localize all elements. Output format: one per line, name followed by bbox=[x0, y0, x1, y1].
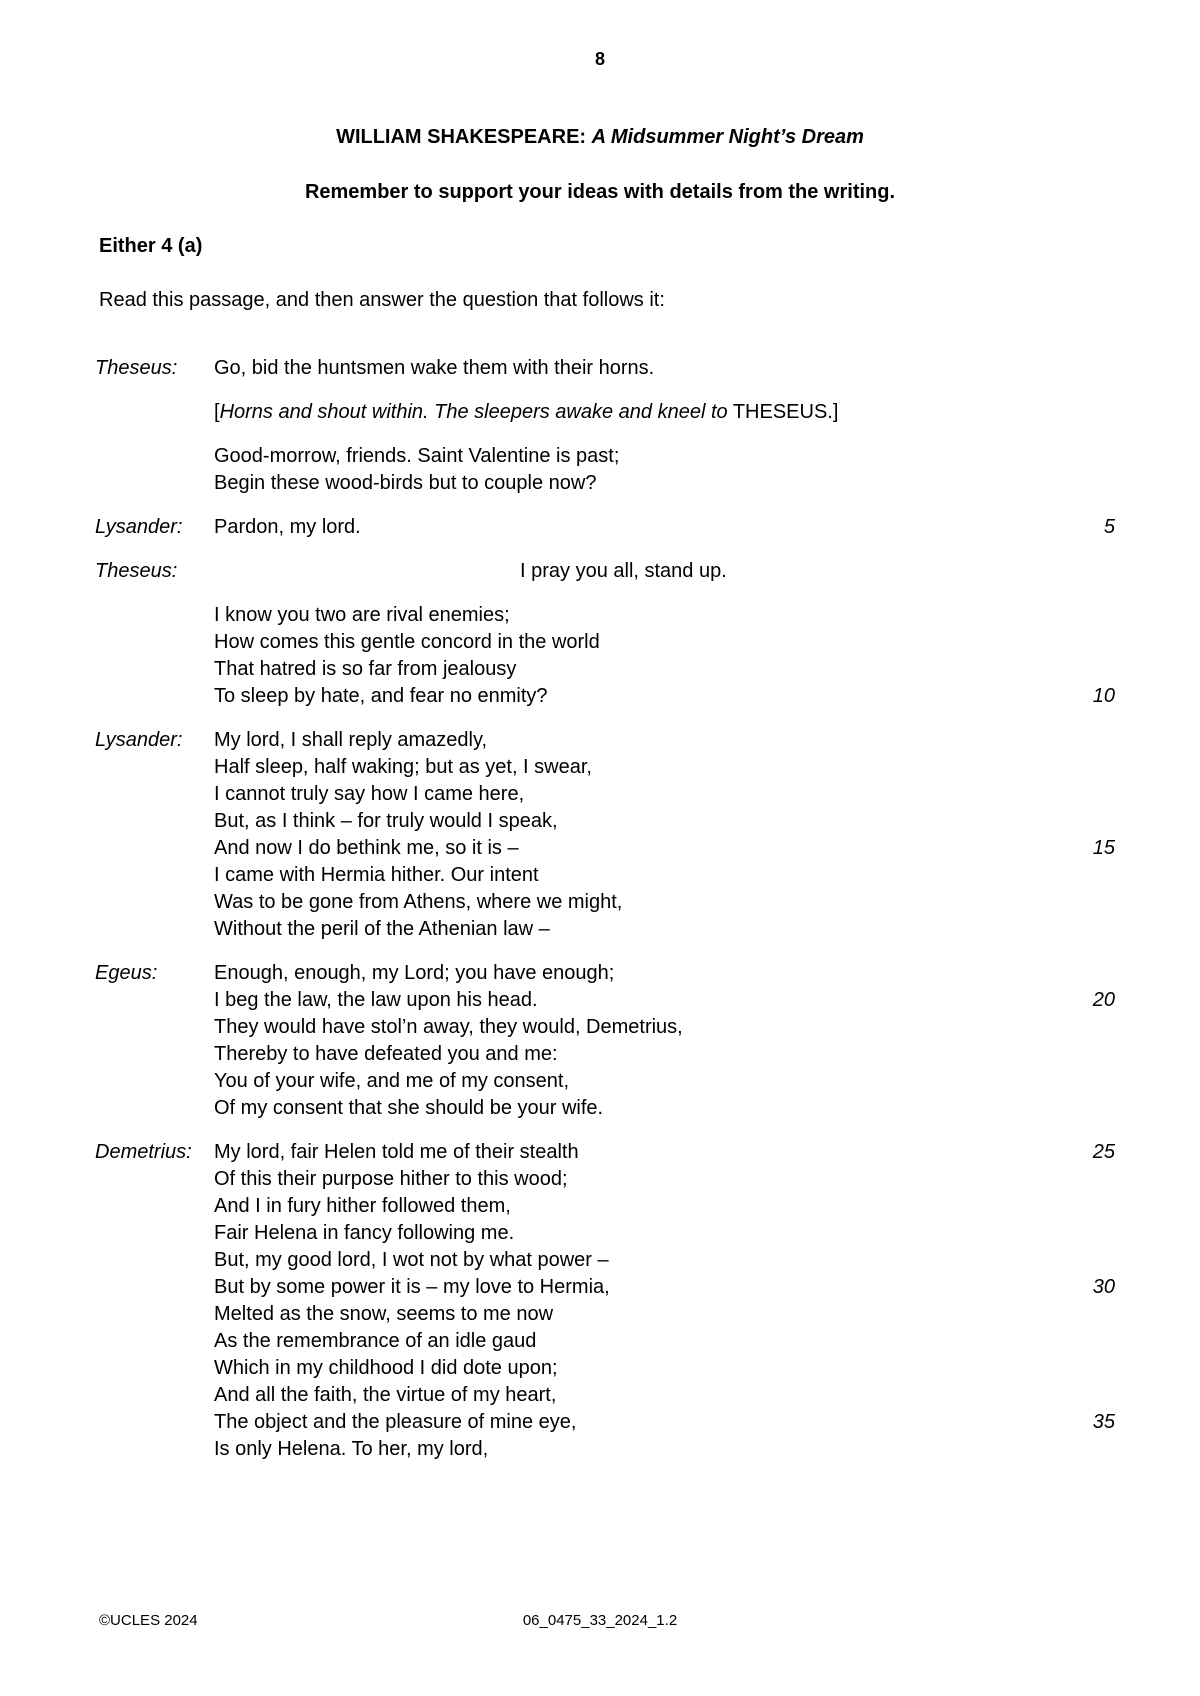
line-number: 20 bbox=[1092, 989, 1115, 1011]
line-number: 10 bbox=[1092, 685, 1115, 707]
verse-text: I came with Hermia hither. Our intent bbox=[214, 864, 539, 886]
verse-line bbox=[214, 355, 1115, 382]
verse-text: My lord, I shall reply amazedly, bbox=[214, 729, 488, 751]
speech-block bbox=[95, 960, 1115, 1122]
verse-text: I beg the law, the law upon his head. bbox=[214, 989, 538, 1011]
verse-line bbox=[214, 781, 1115, 808]
verse-text: I know you two are rival enemies; bbox=[214, 604, 510, 626]
verse-line bbox=[214, 1355, 1115, 1382]
stage-direction-character: THESEUS.] bbox=[727, 401, 839, 423]
verse-line bbox=[214, 1220, 1115, 1247]
stage-direction-bracket: [ bbox=[214, 401, 220, 423]
speech-lines bbox=[214, 602, 1115, 710]
verse-line bbox=[214, 443, 1115, 470]
speech-lines bbox=[214, 1139, 1115, 1463]
verse-text: Thereby to have defeated you and me: bbox=[214, 1043, 558, 1065]
stage-direction-text: Horns and shout within. The sleepers awake and kneel to bbox=[219, 401, 728, 423]
question-label: Either 4 (a) bbox=[99, 235, 203, 257]
speech-lines bbox=[214, 558, 1115, 585]
speaker-name: Demetrius: bbox=[95, 1141, 192, 1163]
verse-line bbox=[214, 1068, 1115, 1095]
stage-direction bbox=[214, 399, 1115, 426]
verse-line bbox=[214, 1409, 1115, 1436]
verse-text: I cannot truly say how I came here, bbox=[214, 783, 525, 805]
verse-text: And now I do bethink me, so it is – bbox=[214, 837, 519, 859]
speech-block bbox=[95, 602, 1115, 710]
line-number: 25 bbox=[1092, 1141, 1115, 1163]
verse-text: Of my consent that she should be your wife. bbox=[214, 1097, 604, 1119]
verse-text: Of this their purpose hither to this wood; bbox=[214, 1168, 568, 1190]
speaker-name: Theseus: bbox=[95, 357, 178, 379]
verse-line bbox=[214, 1095, 1115, 1122]
verse-text: Which in my childhood I did dote upon; bbox=[214, 1357, 558, 1379]
speech-block bbox=[95, 443, 1115, 497]
verse-line bbox=[214, 727, 1115, 754]
stage-direction-block bbox=[95, 399, 1115, 426]
verse-text: But by some power it is – my love to Hermia, bbox=[214, 1276, 610, 1298]
verse-line bbox=[214, 1139, 1115, 1166]
verse-text: Was to be gone from Athens, where we might, bbox=[214, 891, 623, 913]
verse-line bbox=[214, 1041, 1115, 1068]
verse-text: And all the faith, the virtue of my heart, bbox=[214, 1384, 557, 1406]
speech-block bbox=[95, 355, 1115, 382]
verse-text: But, my good lord, I wot not by what power – bbox=[214, 1249, 609, 1271]
speech-block bbox=[95, 558, 1115, 585]
verse-text: But, as I think – for truly would I speak, bbox=[214, 810, 558, 832]
verse-text: Without the peril of the Athenian law – bbox=[214, 918, 550, 940]
verse-line bbox=[214, 558, 1115, 585]
speaker-name: Lysander: bbox=[95, 516, 183, 538]
line-number: 35 bbox=[1092, 1411, 1115, 1433]
verse-line bbox=[214, 514, 1115, 541]
verse-line bbox=[214, 1382, 1115, 1409]
speech-lines bbox=[214, 443, 1115, 497]
verse-line bbox=[214, 916, 1115, 943]
verse-text: How comes this gentle concord in the world bbox=[214, 631, 600, 653]
verse-line bbox=[214, 1166, 1115, 1193]
line-number: 5 bbox=[1103, 516, 1115, 538]
verse-text: Fair Helena in fancy following me. bbox=[214, 1222, 515, 1244]
verse-line bbox=[214, 1014, 1115, 1041]
stage-direction-wrapper bbox=[214, 399, 1115, 426]
verse-text: I pray you all, stand up. bbox=[520, 560, 727, 582]
verse-line bbox=[214, 602, 1115, 629]
verse-text: As the remembrance of an idle gaud bbox=[214, 1330, 537, 1352]
verse-text: Melted as the snow, seems to me now bbox=[214, 1303, 554, 1325]
verse-text: To sleep by hate, and fear no enmity? bbox=[214, 685, 548, 707]
verse-text: Good-morrow, friends. Saint Valentine is past; bbox=[214, 445, 620, 467]
verse-text: The object and the pleasure of mine eye, bbox=[214, 1411, 577, 1433]
verse-text: They would have stol’n away, they would, Demetrius, bbox=[214, 1016, 683, 1038]
verse-line bbox=[214, 1436, 1115, 1463]
verse-text: My lord, fair Helen told me of their stealth bbox=[214, 1141, 579, 1163]
verse-text: Half sleep, half waking; but as yet, I swear, bbox=[214, 756, 592, 778]
passage bbox=[95, 355, 1115, 1480]
intro-text: Read this passage, and then answer the question that follows it: bbox=[99, 289, 665, 311]
verse-line bbox=[214, 754, 1115, 781]
verse-text: And I in fury hither followed them, bbox=[214, 1195, 511, 1217]
verse-text: That hatred is so far from jealousy bbox=[214, 658, 517, 680]
speech-block bbox=[95, 727, 1115, 943]
verse-line bbox=[214, 683, 1115, 710]
speech-lines bbox=[214, 960, 1115, 1122]
verse-line bbox=[214, 1193, 1115, 1220]
verse-line bbox=[214, 835, 1115, 862]
verse-text: Enough, enough, my Lord; you have enough; bbox=[214, 962, 615, 984]
verse-line bbox=[214, 1328, 1115, 1355]
title-play: A Midsummer Night’s Dream bbox=[591, 126, 864, 148]
speech-lines bbox=[214, 514, 1115, 541]
instruction: Remember to support your ideas with details from the writing. bbox=[304, 181, 896, 203]
line-number: 30 bbox=[1092, 1276, 1115, 1298]
verse-line bbox=[214, 470, 1115, 497]
verse-line bbox=[214, 629, 1115, 656]
verse-text: Is only Helena. To her, my lord, bbox=[214, 1438, 489, 1460]
page-title bbox=[0, 126, 1200, 149]
verse-line bbox=[214, 656, 1115, 683]
verse-line bbox=[214, 862, 1115, 889]
verse-line bbox=[214, 808, 1115, 835]
verse-line bbox=[214, 1274, 1115, 1301]
line-number: 15 bbox=[1092, 837, 1115, 859]
verse-text: Go, bid the huntsmen wake them with their horns. bbox=[214, 357, 655, 379]
speech-block bbox=[95, 514, 1115, 541]
speaker-name: Theseus: bbox=[95, 560, 178, 582]
verse-line bbox=[214, 889, 1115, 916]
verse-line bbox=[214, 960, 1115, 987]
footer-code: 06_0475_33_2024_1.2 bbox=[522, 1612, 678, 1629]
verse-line bbox=[214, 1247, 1115, 1274]
verse-text: You of your wife, and me of my consent, bbox=[214, 1070, 570, 1092]
verse-line bbox=[214, 987, 1115, 1014]
page-number: 8 bbox=[594, 49, 605, 69]
verse-line bbox=[214, 1301, 1115, 1328]
speech-lines bbox=[214, 727, 1115, 943]
footer-copyright: ©UCLES 2024 bbox=[99, 1612, 198, 1629]
title-author: WILLIAM SHAKESPEARE: bbox=[336, 126, 587, 148]
speech-lines bbox=[214, 355, 1115, 382]
speaker-name: Egeus: bbox=[95, 962, 158, 984]
speaker-name: Lysander: bbox=[95, 729, 183, 751]
verse-text: Pardon, my lord. bbox=[214, 516, 361, 538]
verse-text: Begin these wood-birds but to couple now? bbox=[214, 472, 597, 494]
speech-block bbox=[95, 1139, 1115, 1463]
